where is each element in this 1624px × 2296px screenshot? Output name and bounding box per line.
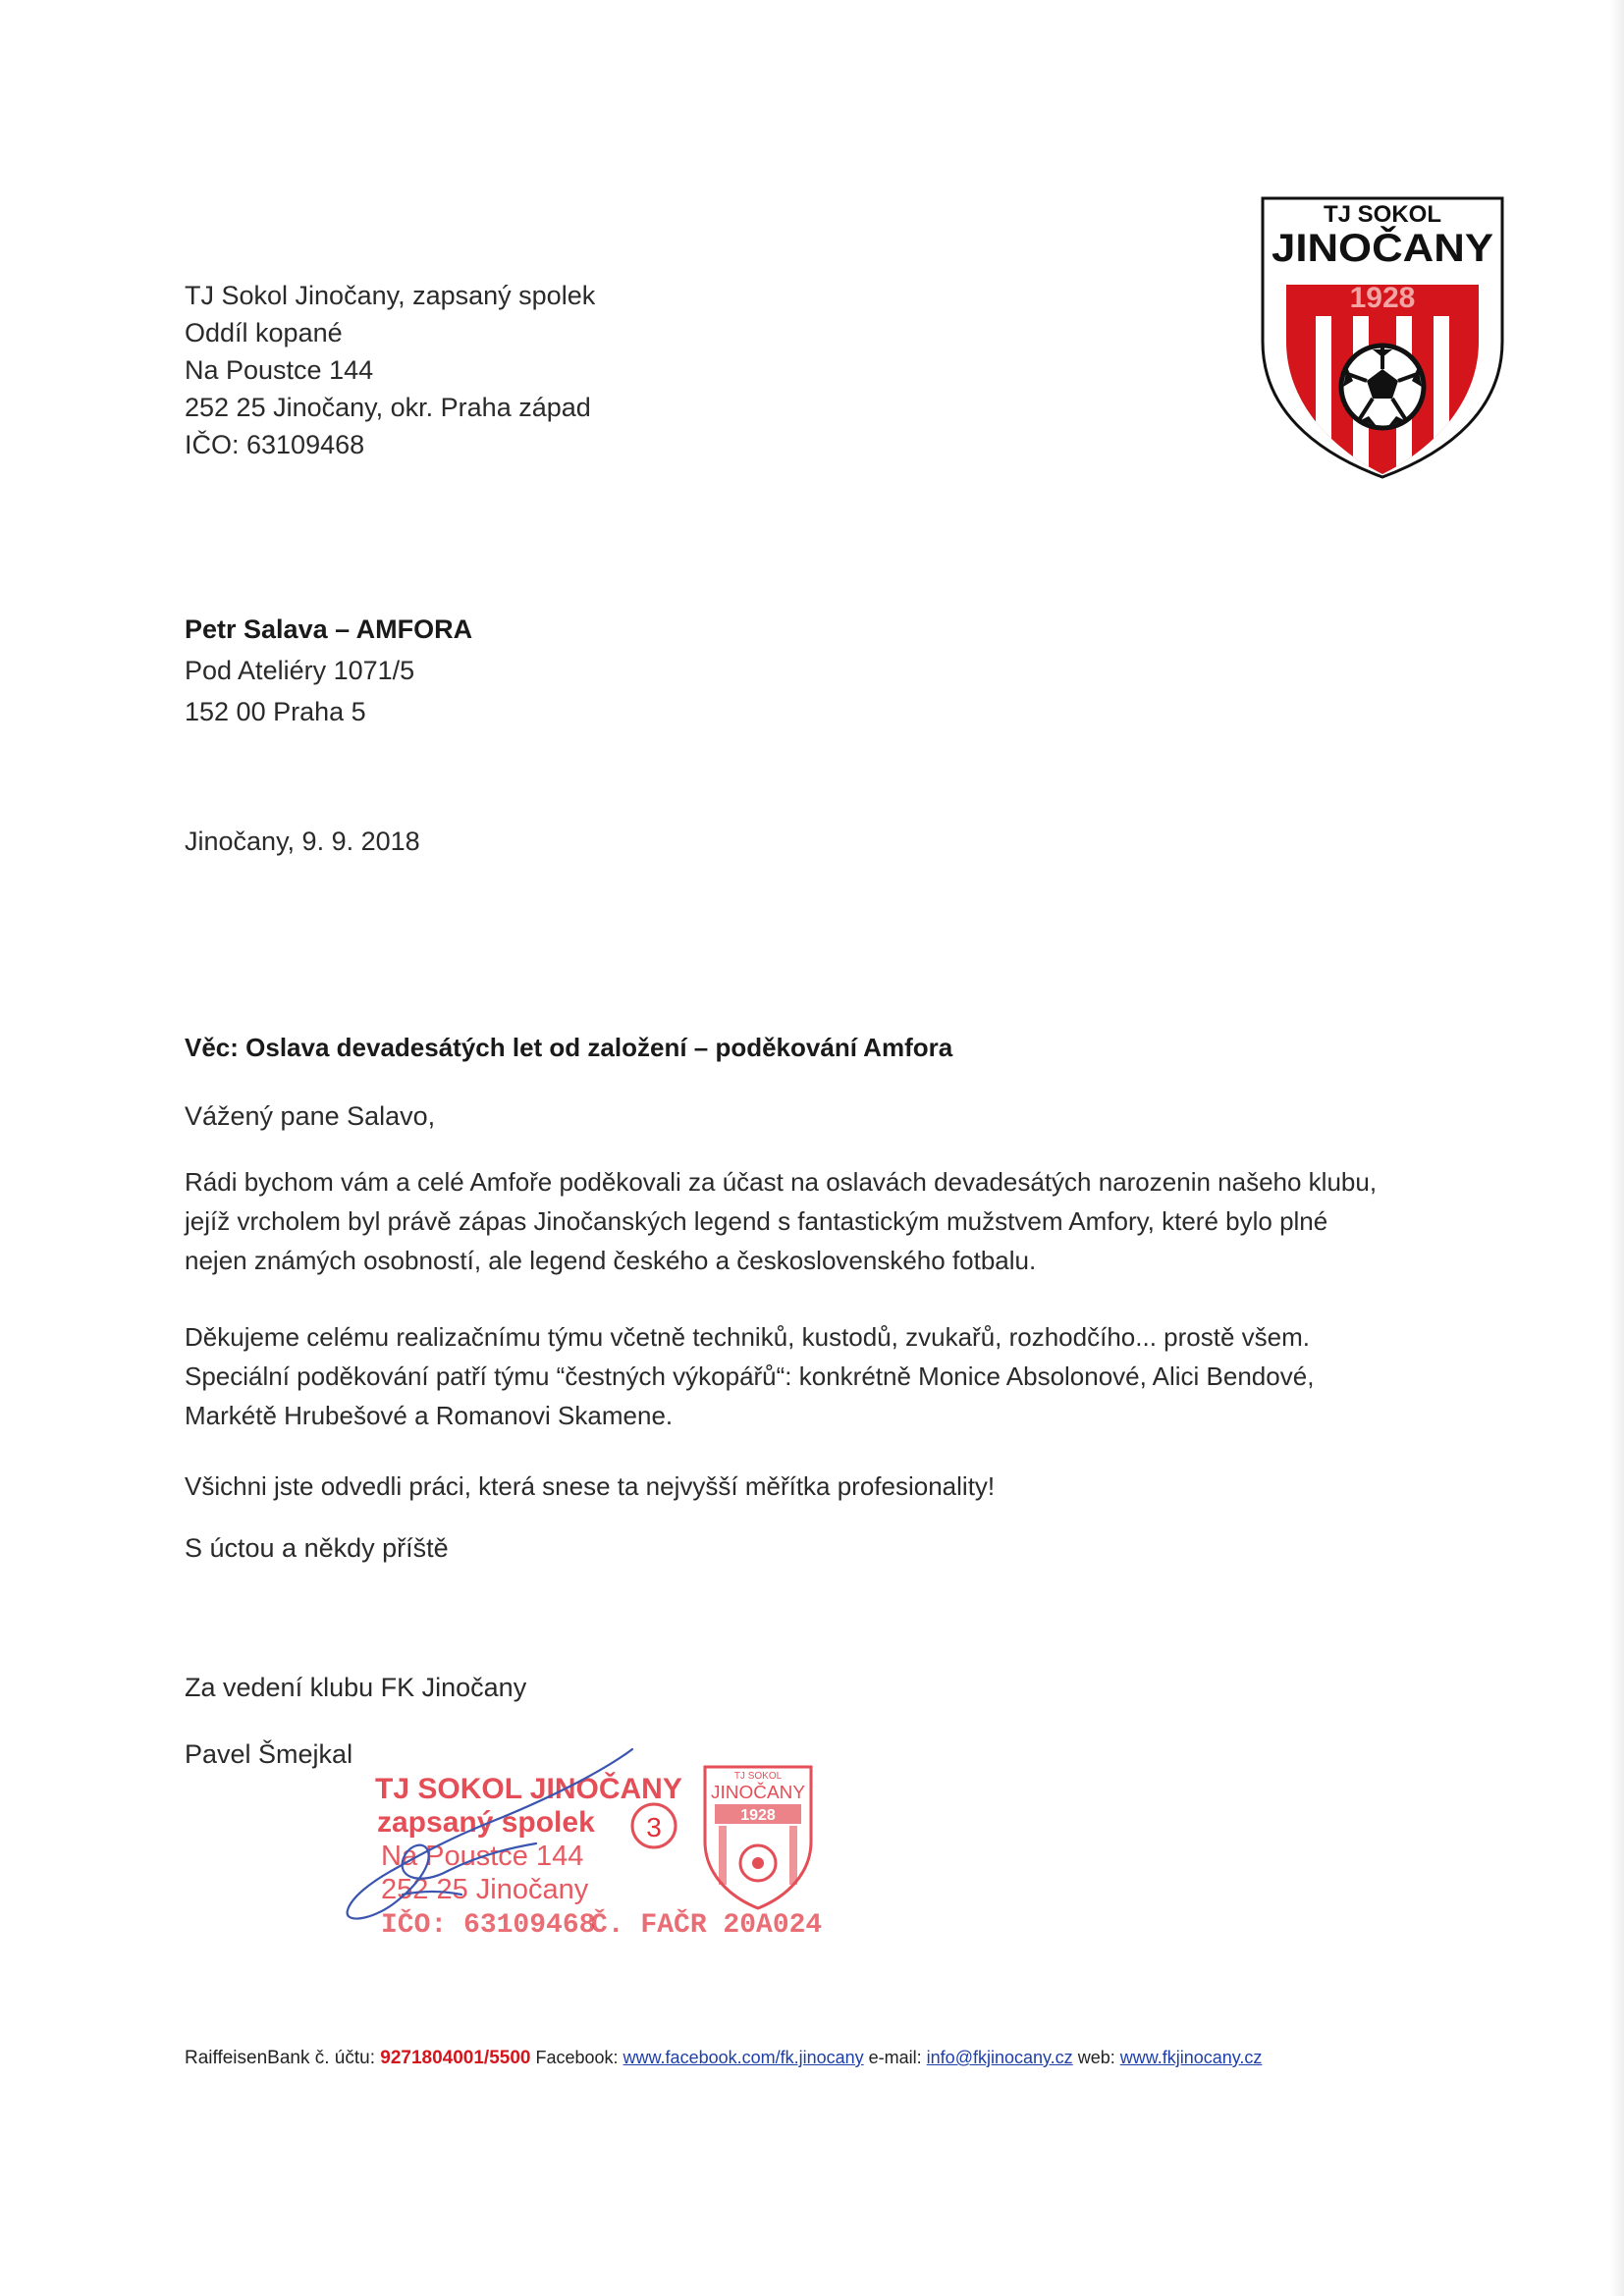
football-icon [1341,346,1424,428]
logo-name-text: JINOČANY [1272,227,1475,270]
logo-top-text: TJ SOKOL [1323,201,1442,228]
page-edge-shadow [1610,0,1624,2296]
sender-line: 252 25 Jinočany, okr. Praha západ [185,393,591,422]
body-paragraph-2 [185,1317,1441,1435]
web-link[interactable]: www.fkjinocany.cz [1119,2048,1263,2067]
stamp-line-2: zapsaný spolek [377,1806,595,1839]
club-stamp [334,1747,844,1944]
recipient-city: 152 00 Praha 5 [185,697,366,726]
facebook-link[interactable]: www.facebook.com/fk.jinocany [623,2048,864,2067]
bank-label: RaiffeisenBank č. účtu: [185,2048,381,2068]
stamp-facr: Č. FAČR 20A024 [591,1910,823,1941]
email-label: e-mail: [863,2048,927,2067]
stamp-line-5: IČO: 63109468 [381,1910,596,1941]
bank-account: 9271804001/5500 [380,2048,531,2068]
letter-subject: Věc: Oslava devadesátých let od založení – poděkování Amfora [185,1033,953,1062]
stamp-line-3: Na Poustce 144 [381,1841,584,1872]
recipient-name: Petr Salava – AMFORA [185,614,473,644]
body-line: Rádi bychom vám a celé Amfoře poděkovali za účast na oslavách devadesátých narozenin našeho klubu, [185,1167,1378,1197]
letter-closing: S úctou a někdy příště [185,1533,449,1563]
signature-title: Za vedení klubu FK Jinočany [185,1673,527,1702]
svg-text:TJ SOKOL: TJ SOKOL [733,1771,783,1782]
email-link[interactable]: info@fkjinocany.cz [926,2048,1073,2067]
club-logo [1259,194,1506,479]
body-line: Markétě Hrubešové a Romanovi Skamene. [185,1401,674,1430]
stamp-badge [705,1767,811,1908]
svg-text:1928: 1928 [740,1807,776,1824]
body-line: Speciální poděkování patří týmu “čestných výkopářů“: konkrétně Monice Absolonové, Alici Bendové, [185,1362,1315,1391]
body-paragraph-1 [185,1162,1441,1280]
recipient-address [185,609,472,732]
svg-text:3: 3 [646,1812,662,1842]
stamp-line-4: 252 25 Jinočany [381,1874,589,1905]
sender-line: IČO: 63109468 [185,430,365,459]
body-line: Všichni jste odvedli práci, která snese ta nejvyšší měřítka profesionality! [185,1471,996,1501]
body-line: Děkujeme celému realizačnímu týmu včetně techniků, kustodů, zvukařů, rozhodčího... prostě všem. [185,1322,1310,1352]
stamp-line-1: TJ SOKOL JINOČANY [375,1773,682,1805]
signature-name: Pavel Šmejkal [185,1739,353,1769]
sender-line: Na Poustce 144 [185,355,374,385]
letter-footer [185,2048,1262,2069]
letter-salutation: Vážený pane Salavo, [185,1101,436,1131]
body-line: jejíž vrcholem byl právě zápas Jinočanských legend s fantastickým mužstvem Amfory, které bylo plné [185,1206,1328,1236]
svg-text:JINOČANY: JINOČANY [711,1783,801,1802]
letter-date: Jinočany, 9. 9. 2018 [185,827,420,856]
sender-line: TJ Sokol Jinočany, zapsaný spolek [185,281,596,310]
sender-line: Oddíl kopané [185,318,343,347]
logo-year-text: 1928 [1349,282,1416,314]
recipient-street: Pod Ateliéry 1071/5 [185,656,415,685]
body-line: nejen známých osobností, ale legend českého a československého fotbalu. [185,1246,1037,1275]
stamp-number [632,1804,676,1847]
facebook-label: Facebook: [530,2048,623,2067]
body-paragraph-3 [185,1467,1441,1506]
sender-address [185,277,595,463]
web-label: web: [1072,2048,1120,2067]
